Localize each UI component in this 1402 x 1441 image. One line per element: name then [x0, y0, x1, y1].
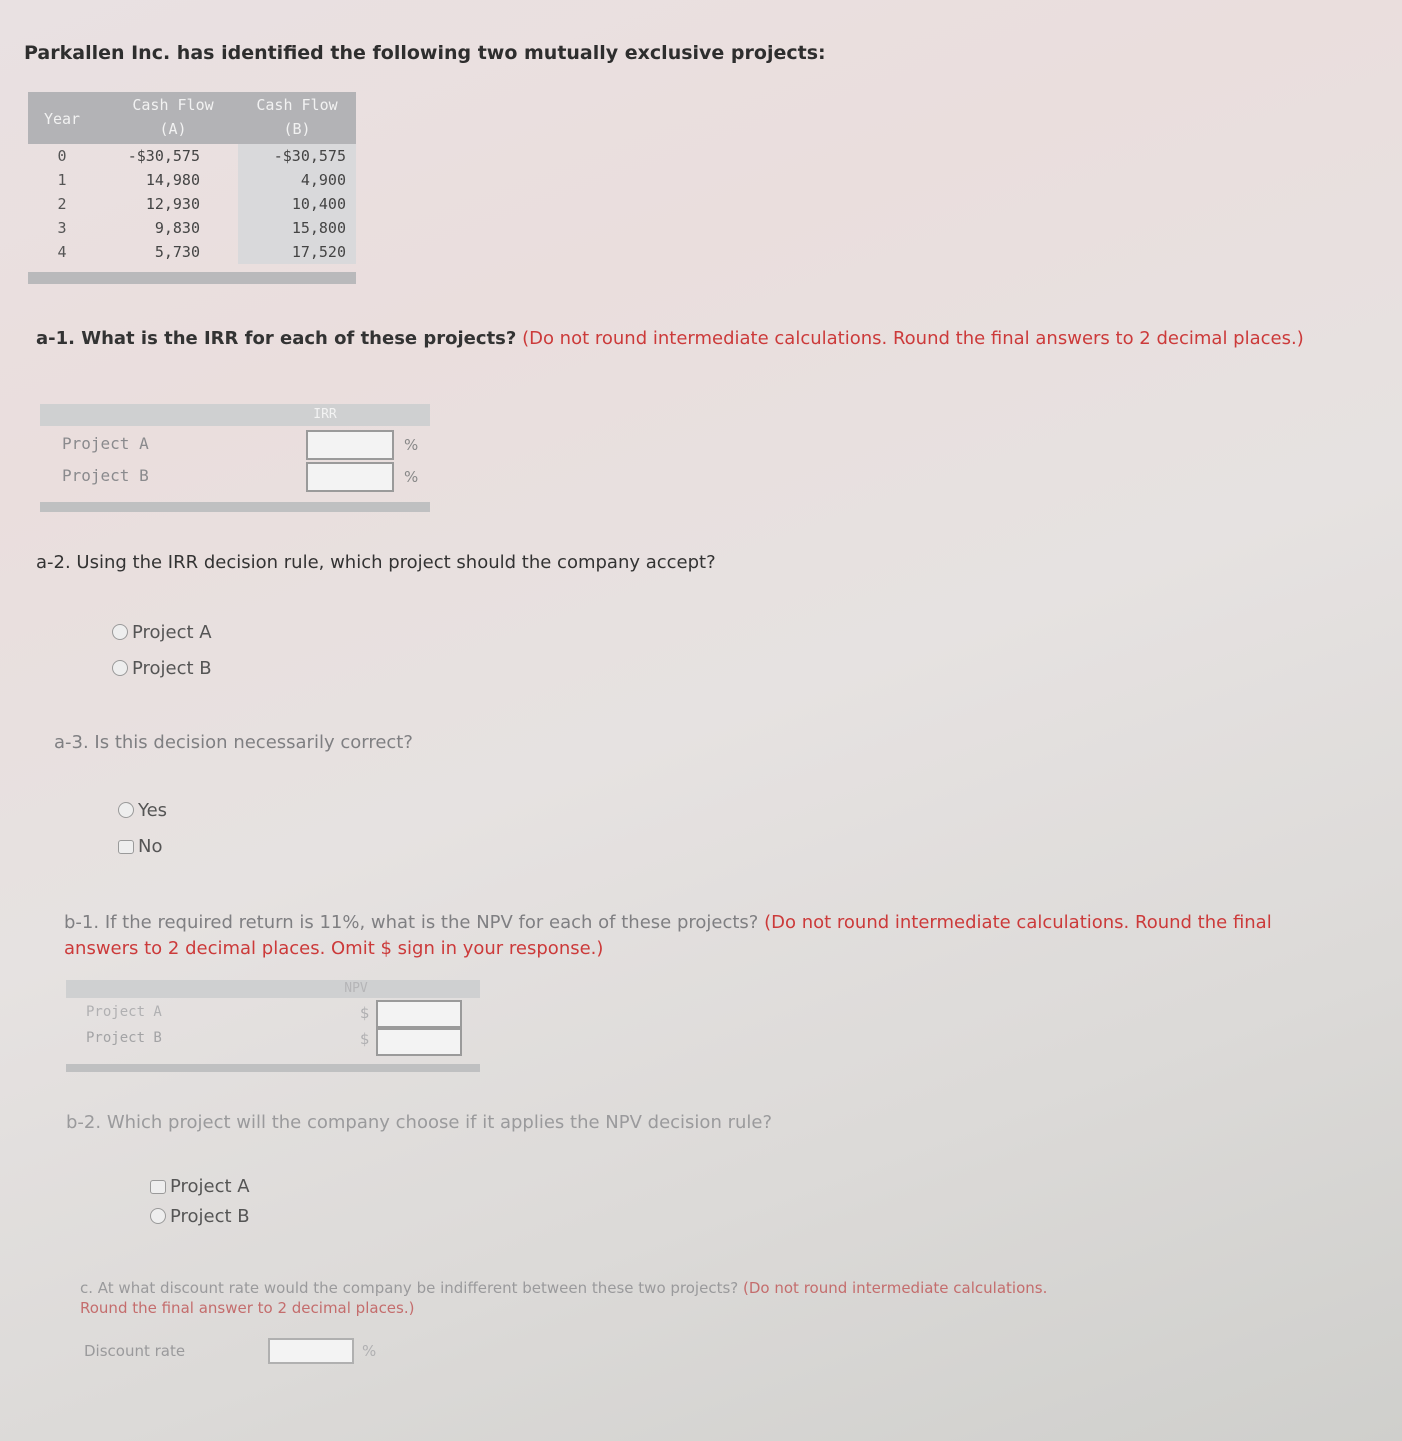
question-a2: a-2. Using the IRR decision rule, which project should the company accept? [36, 552, 716, 573]
radio-icon[interactable] [150, 1208, 166, 1224]
discount-rate-input[interactable] [268, 1338, 354, 1364]
option-a2-project-a[interactable]: Project A [112, 622, 212, 643]
irr-percent-unit-a: % [404, 436, 419, 454]
npv-project-b-label: Project B [86, 1030, 162, 1046]
radio-icon[interactable] [118, 802, 134, 818]
question-a3: a-3. Is this decision necessarily correct? [54, 732, 413, 753]
cash-flow-b-cell: 10,400 [291, 195, 346, 213]
cash-flow-a-cell: 5,730 [154, 243, 200, 261]
header-cash-flow-a: Cash Flow [132, 96, 214, 114]
irr-header [40, 404, 430, 426]
option-b2-project-a[interactable]: Project A [150, 1176, 250, 1197]
cash-flow-b-cell: -$30,575 [273, 147, 346, 165]
question-b2: b-2. Which project will the company choose if it applies the NPV decision rule? [66, 1112, 773, 1133]
radio-icon[interactable] [118, 840, 134, 854]
radio-icon[interactable] [150, 1180, 166, 1194]
year-cell: 1 [57, 171, 67, 189]
cash-flow-b-cell: 15,800 [291, 219, 346, 237]
table-row [28, 216, 356, 240]
npv-project-b-input[interactable] [376, 1028, 462, 1056]
question-b1-text: b-1. If the required return is 11%, what is the NPV for each of these projects? [64, 912, 759, 933]
question-b1 [64, 910, 1364, 962]
year-cell: 4 [57, 243, 67, 261]
table-row [28, 192, 356, 216]
option-b2-project-b[interactable]: Project B [150, 1206, 250, 1227]
header-cash-flow-b-label: (B) [283, 120, 311, 138]
irr-percent-unit-b: % [404, 468, 419, 486]
question-c-instruction-2: Round the final answer to 2 decimal places.) [80, 1299, 415, 1317]
npv-table-footer [66, 1064, 480, 1072]
header-cash-flow-a-label: (A) [159, 120, 187, 138]
option-a2-project-b[interactable]: Project B [112, 658, 212, 679]
cash-flow-a-cell: 9,830 [154, 219, 200, 237]
question-a1 [36, 326, 1346, 352]
option-a3-yes[interactable]: Yes [118, 800, 167, 821]
header-cash-flow-b: Cash Flow [256, 96, 338, 114]
table-row [28, 240, 356, 264]
year-cell: 0 [57, 147, 67, 165]
table-row [28, 168, 356, 192]
cash-flow-a-cell: 14,980 [145, 171, 200, 189]
table-row [28, 144, 356, 168]
cash-flow-a-cell: 12,930 [145, 195, 200, 213]
npv-header-label: NPV [344, 981, 368, 996]
cash-flow-b-cell: 4,900 [300, 171, 346, 189]
cash-flow-table [28, 92, 356, 284]
header-year: Year [43, 110, 81, 128]
cash-flow-table-header [28, 92, 356, 144]
discount-rate-label: Discount rate [84, 1342, 186, 1360]
discount-rate-percent-unit: % [362, 1342, 377, 1360]
cash-flow-a-cell: -$30,575 [127, 147, 200, 165]
year-cell: 3 [57, 219, 67, 237]
npv-header [66, 980, 480, 998]
question-c-instruction-1: (Do not round intermediate calculations. [743, 1279, 1048, 1297]
radio-icon[interactable] [112, 624, 128, 640]
radio-icon[interactable] [112, 660, 128, 676]
year-cell: 2 [57, 195, 67, 213]
irr-table-footer [40, 502, 430, 512]
question-b1-instruction-2: answers to 2 decimal places. Omit $ sign in your response.) [64, 938, 604, 959]
option-a3-no[interactable]: No [118, 836, 162, 857]
question-a1-text: a-1. What is the IRR for each of these projects? [36, 328, 517, 349]
table-footer-bar [28, 272, 356, 284]
question-c-text: c. At what discount rate would the company be indifferent between these two projects? [80, 1279, 739, 1297]
irr-header-label: IRR [313, 407, 337, 422]
npv-dollar-unit-b: $ [360, 1030, 370, 1048]
irr-project-a-label: Project A [62, 434, 149, 453]
cash-flow-b-cell: 17,520 [291, 243, 346, 261]
irr-project-b-label: Project B [62, 466, 149, 485]
question-b1-instruction-1: (Do not round intermediate calculations. Round the final [764, 912, 1272, 933]
npv-project-a-label: Project A [86, 1004, 162, 1020]
npv-project-a-input[interactable] [376, 1000, 462, 1028]
intro-text: Parkallen Inc. has identified the following two mutually exclusive projects: [24, 42, 826, 64]
question-c [80, 1278, 1360, 1318]
npv-dollar-unit-a: $ [360, 1004, 370, 1022]
npv-answer-table [66, 980, 480, 1076]
question-a1-instruction: (Do not round intermediate calculations. Round the final answers to 2 decimal places.) [522, 328, 1304, 349]
irr-project-b-input[interactable] [306, 462, 394, 492]
irr-answer-table [40, 404, 430, 516]
irr-project-a-input[interactable] [306, 430, 394, 460]
